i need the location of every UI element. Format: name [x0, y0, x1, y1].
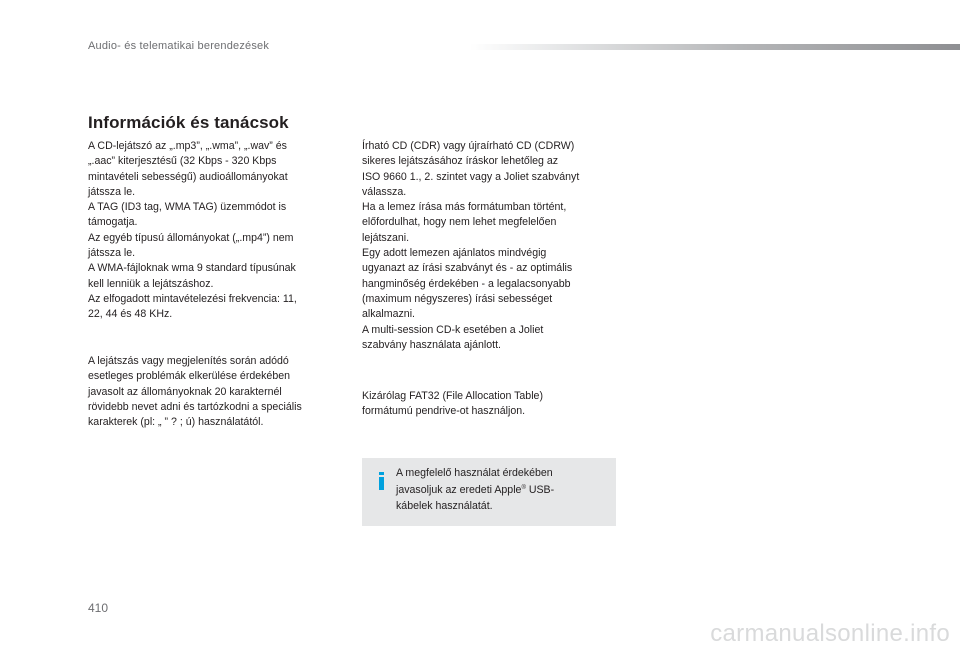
text-line: A lejátszás vagy megjelenítés során adódó: [88, 355, 289, 367]
right-paragraph-2: [362, 389, 622, 420]
text-line: Ha a lemez írása más formátumban történt,: [362, 201, 567, 214]
text-line: mintavételi sebességű) audioállományokat: [88, 170, 288, 183]
text-line: esetleges problémák elkerülése érdekében: [88, 370, 290, 383]
text-line: hangminőség érdekében - a legalacsonyabb: [362, 277, 571, 290]
text-line: javasolt az állományoknak 20 karakternél: [88, 385, 282, 398]
info-line: A megfelelő használat érdekében: [396, 467, 553, 479]
left-paragraph-2: [88, 354, 338, 430]
text-line: Az elfogadott mintavételezési frekvencia: 11,: [88, 292, 297, 305]
section-header: Audio- és telematikai berendezések: [88, 40, 270, 52]
text-line: (maximum négyszeres) írási sebességet: [362, 292, 553, 305]
text-line: válassza.: [362, 185, 407, 198]
text-line: támogatja.: [88, 216, 138, 229]
text-line: A TAG (ID3 tag, WMA TAG) üzemmódot is: [88, 201, 287, 214]
registered-mark: ®: [521, 485, 526, 492]
text-line: ISO 9660 1., 2. szintet vagy a Joliet szabványt: [362, 170, 580, 183]
text-line: 22, 44 és 48 KHz.: [88, 308, 173, 321]
text-line: szabvány használata ajánlott.: [362, 338, 501, 351]
text-line: játssza le.: [88, 185, 136, 198]
text-line: lejátszani.: [362, 231, 410, 244]
text-line: előfordulhat, hogy nem lehet megfelelően: [362, 216, 557, 229]
watermark: carmanualsonline.info: [710, 620, 950, 647]
left-paragraph-1: [88, 139, 338, 323]
text-line: kell lenniük a lejátszáshoz.: [88, 277, 214, 290]
text-line: Egy adott lemezen ajánlatos mindvégig: [362, 247, 547, 260]
header-bar: [470, 44, 960, 50]
text-line: karakterek (pl: „ ” ? ; ú) használatától.: [88, 416, 264, 429]
info-line: kábelek használatát.: [396, 499, 493, 512]
page-number: 410: [88, 601, 109, 615]
right-paragraph-1: [362, 139, 622, 353]
info-text: [396, 466, 606, 514]
text-line: ugyanazt az írási szabványt és - az optimális: [362, 262, 573, 275]
text-line: A CD-lejátszó az „.mp3”, „.wma”, „.wav” és: [88, 140, 287, 152]
text-line: A WMA-fájloknak wma 9 standard típusúnak: [88, 262, 296, 275]
text-line: Kizárólag FAT32 (File Allocation Table): [362, 390, 543, 402]
text-line: Az egyéb típusú állományokat („.mp4”) nem: [88, 231, 294, 244]
text-line: sikeres lejátszásához íráskor lehetőleg az: [362, 155, 559, 168]
info-line: javasoljuk az eredeti Apple® USB-: [396, 484, 555, 497]
text-line: alkalmazni.: [362, 308, 415, 321]
page-title: Információk és tanácsok: [88, 113, 289, 132]
text-line: rövidebb nevet adni és tartózkodni a speciális: [88, 400, 302, 413]
text-line: A multi-session CD-k esetében a Joliet: [362, 323, 544, 336]
info-box: [362, 458, 616, 526]
text-line: játssza le.: [88, 247, 136, 260]
text-line: „.aac” kiterjesztésű (32 Kbps - 320 Kbps: [88, 155, 277, 168]
text-line: formátumú pendrive-ot használjon.: [362, 405, 526, 418]
text-line: Írható CD (CDR) vagy újraírható CD (CDRW): [362, 140, 575, 152]
info-icon: [377, 472, 386, 490]
